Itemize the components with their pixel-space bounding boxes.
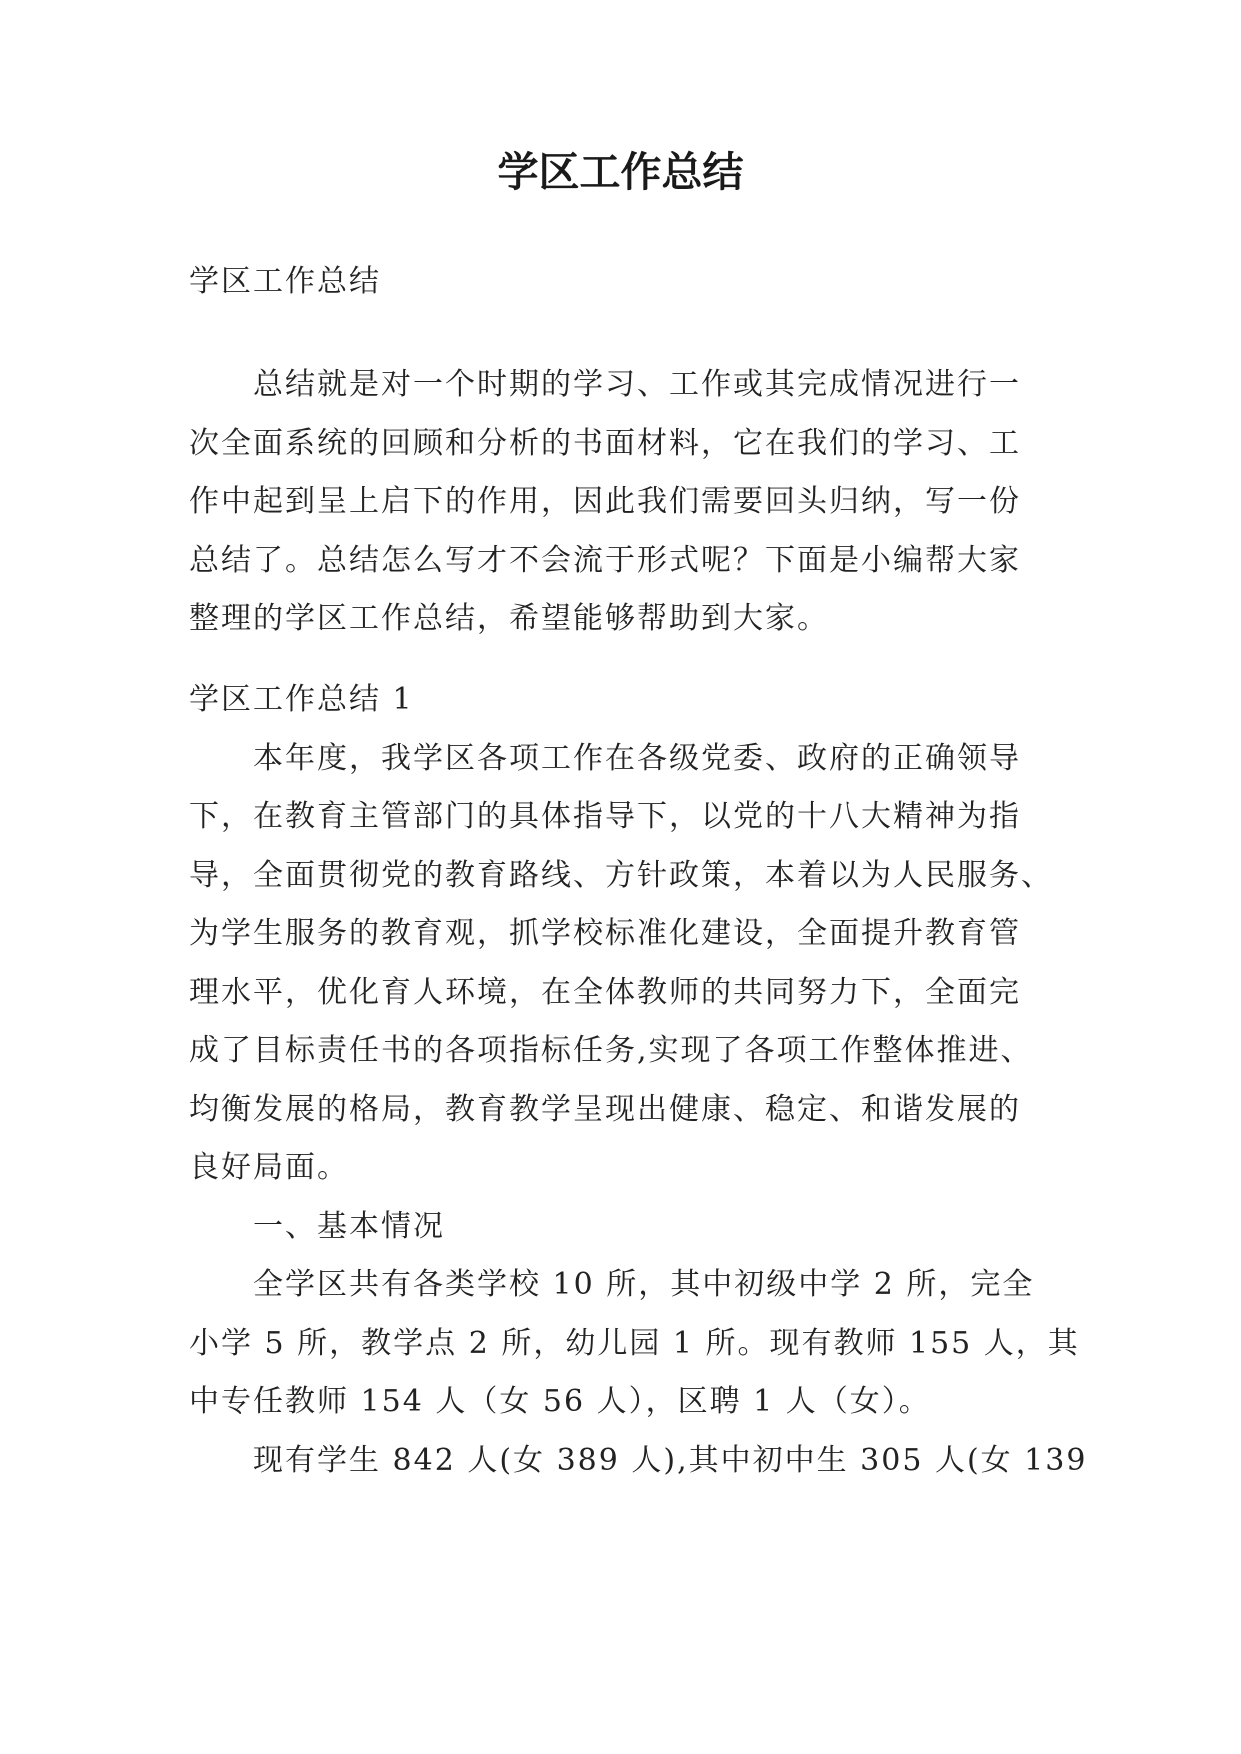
section-1 [189,671,1088,1490]
section-para-line: 成了目标责任书的各项指标任务,实现了各项工作整体推进、 [189,1033,1033,1068]
section-para-line: 下，在教育主管部门的具体指导下，以党的十八大精神为指 [189,799,1021,834]
section-para-line: 本年度，我学区各项工作在各级党委、政府的正确领导 [253,740,1021,776]
section-para-line: 均衡发展的格局，教育教学呈现出健康、稳定、和谐发展的 [189,1091,1021,1127]
intro-line: 整理的学区工作总结，希望能够帮助到大家。 [189,601,829,636]
subheading-text: 学区工作总结 [189,264,381,299]
students-line: 现有学生 842 人(女 389 人),其中初中生 305 人(女 139 [253,1442,1088,1478]
section-title: 学区工作总结 1 [189,682,414,717]
section-para-line: 为学生服务的教育观，抓学校标准化建设，全面提升教育管 [189,916,1021,951]
document-title: 学区工作总结 [497,148,744,196]
document-subheading [189,253,1051,312]
basic-para-line: 中专任教师 154 人（女 56 人），区聘 1 人（女）。 [189,1384,931,1419]
section-para-line: 理水平，优化育人环境，在全体教师的共同努力下，全面完 [189,974,1021,1010]
intro-line: 总结就是对一个时期的学习、工作或其完成情况进行一 [253,367,1021,402]
basic-para-line: 全学区共有各类学校 10 所，其中初级中学 2 所，完全 [253,1267,1035,1302]
basic-heading: 一、基本情况 [253,1208,445,1244]
intro-paragraph [189,356,1051,649]
basic-para-line: 小学 5 所，教学点 2 所，幼儿园 1 所。现有教师 155 人，其 [189,1325,1080,1361]
section-para-line: 导，全面贯彻党的教育路线、方针政策，本着以为人民服务、 [189,857,1053,893]
intro-line: 次全面系统的回顾和分析的书面材料，它在我们的学习、工 [189,425,1021,461]
section-para-line: 良好局面。 [189,1150,349,1185]
intro-line: 总结了。总结怎么写才不会流于形式呢？下面是小编帮大家 [189,542,1021,578]
intro-line: 作中起到呈上启下的作用，因此我们需要回头归纳，写一份 [189,484,1021,519]
